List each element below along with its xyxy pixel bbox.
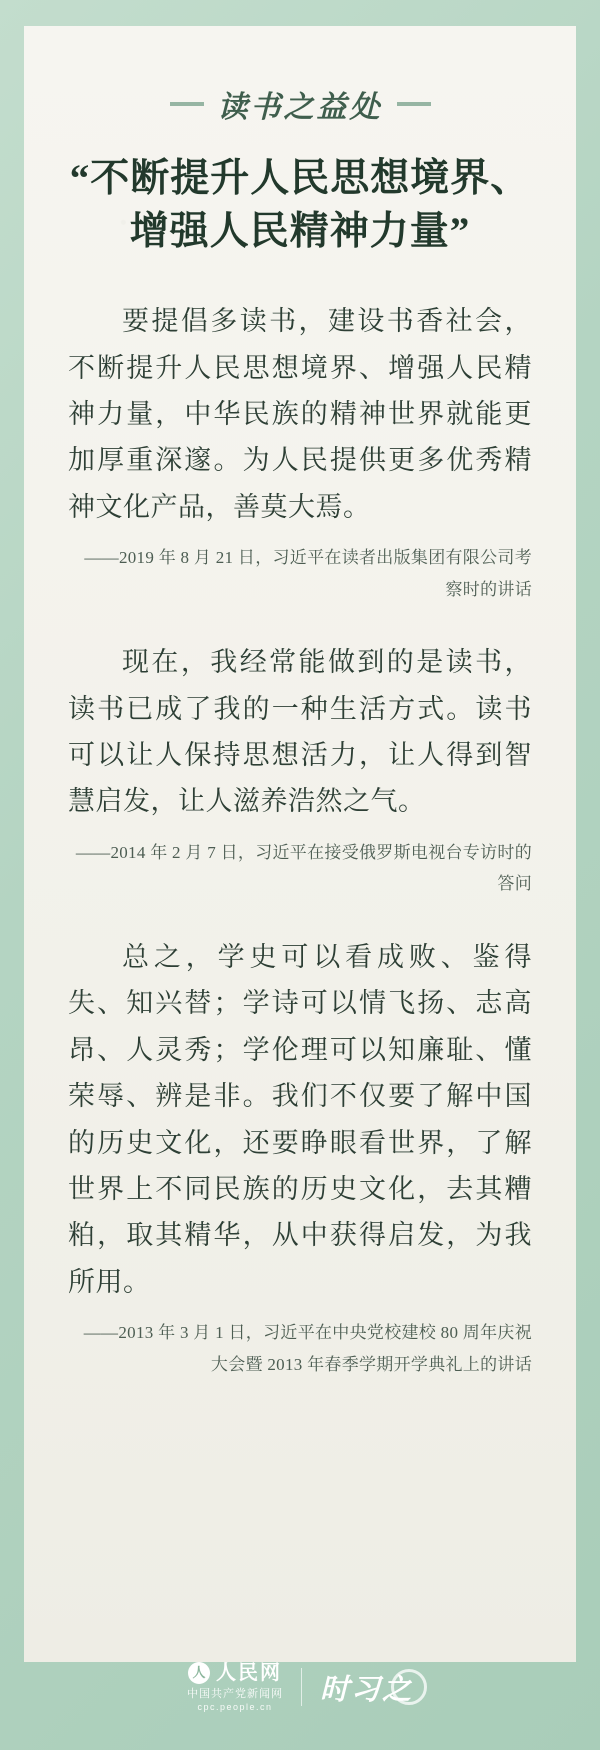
brand-name: 人民网 <box>215 1661 282 1684</box>
campaign-block <box>320 1667 413 1708</box>
footer-divider <box>301 1668 302 1706</box>
campaign-label: 时习之 <box>319 1673 413 1706</box>
quote-attribution: ——2013 年 3 月 1 日，习近平在中央党校建校 80 周年庆祝大会暨 2013 年春季学期开学典礼上的讲话 <box>83 1323 532 1374</box>
quote-block <box>68 934 532 1380</box>
quote-text: 现在，我经常能做到的是读书，读书已成了我的一种生活方式。读书可以让人保持思想活力，让人得到智慧启发，让人滋养浩然之气。 <box>68 647 532 817</box>
kicker-label: 读书之益处 <box>217 91 383 124</box>
paper-card <box>24 26 576 1662</box>
kicker-rule-left <box>170 102 204 106</box>
brand-block <box>187 1662 283 1713</box>
quote-attribution: ——2019 年 8 月 21 日，习近平在读者出版集团有限公司考察时的讲话 <box>84 548 532 599</box>
quote-attribution: ——2014 年 2 月 7 日，习近平在接受俄罗斯电视台专访时的答问 <box>75 842 532 894</box>
brand-subtitle: 中国共产党新闻网 <box>186 1687 283 1700</box>
brand-url: cpc.people.cn <box>197 1702 273 1713</box>
people-logo-icon: 人 <box>188 1662 210 1684</box>
page-title <box>68 152 532 258</box>
page-title-line-2: 增强人民精神力量” <box>129 210 471 254</box>
page-title-line-1: “不断提升人民思想境界、 <box>69 157 531 200</box>
quote-block <box>68 639 532 900</box>
quote-block <box>68 298 532 605</box>
brand-top <box>188 1662 282 1685</box>
quote-text: 总之，学史可以看成败、鉴得失、知兴替；学诗可以情飞扬、志高昂、人灵秀；学伦理可以知廉耻、懂荣辱、辨是非。我们不仅要了解中国的历史文化，还要睁眼看世界，了解世界上不同民族的历史文化，去其糟粕，取其精华，从中获得启发，为我所用。 <box>68 941 532 1297</box>
kicker-row <box>68 82 532 126</box>
quote-text: 要提倡多读书，建设书香社会，不断提升人民思想境界、增强人民精神力量，中华民族的精神世界就能更加厚重深邃。为人民提供更多优秀精神文化产品，善莫大焉。 <box>68 306 532 522</box>
footer <box>0 1650 600 1724</box>
circle-icon <box>391 1669 427 1705</box>
kicker-rule-right <box>397 102 431 106</box>
